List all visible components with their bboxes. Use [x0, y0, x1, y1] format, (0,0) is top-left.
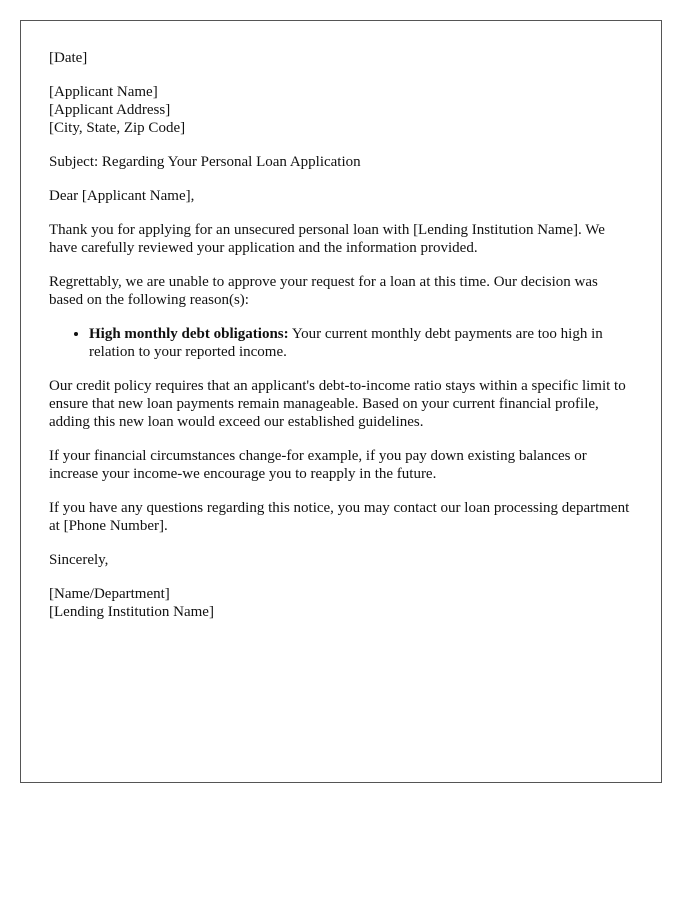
letter: [20, 20, 662, 783]
salutation: Dear [Applicant Name],: [49, 188, 195, 204]
recipient-block: [49, 83, 632, 137]
paragraph: Regrettably, we are unable to approve your request for a loan at this time. Our decision was based on the following reason(s):: [49, 274, 598, 308]
recipient-name: [Applicant Name]: [49, 84, 158, 100]
recipient-address: [Applicant Address]: [49, 102, 171, 118]
paragraph: If you have any questions regarding this notice, you may contact our loan processing department at [Phone Number].: [49, 500, 630, 534]
recipient-city: [City, State, Zip Code]: [49, 120, 186, 136]
reasons-list: [49, 325, 632, 361]
reason-title: High monthly debt obligations:: [89, 326, 289, 342]
subject: Subject: Regarding Your Personal Loan Application: [49, 154, 361, 170]
signature-block: [49, 585, 632, 621]
signature-institution: [Lending Institution Name]: [49, 604, 214, 620]
paragraph: Thank you for applying for an unsecured personal loan with [Lending Institution Name]. We have carefully reviewed your application and the information provided.: [49, 222, 605, 256]
signature-name: [Name/Department]: [49, 586, 170, 602]
reason-text: Your current monthly debt payments are too high in relation to your reported income.: [89, 326, 603, 360]
paragraph: If your financial circumstances change-for example, if you pay down existing balances or increase your income-we encourage you to reapply in the future.: [49, 448, 587, 482]
paragraph: Our credit policy requires that an applicant's debt-to-income ratio stays within a specific limit to ensure that new loan payments remain manageable. Based on your current financial profile, adding this new loan would exceed our established guidelines.: [49, 378, 626, 430]
closing: Sincerely,: [49, 552, 109, 568]
date: [Date]: [49, 50, 88, 66]
reason-item: [89, 325, 632, 361]
